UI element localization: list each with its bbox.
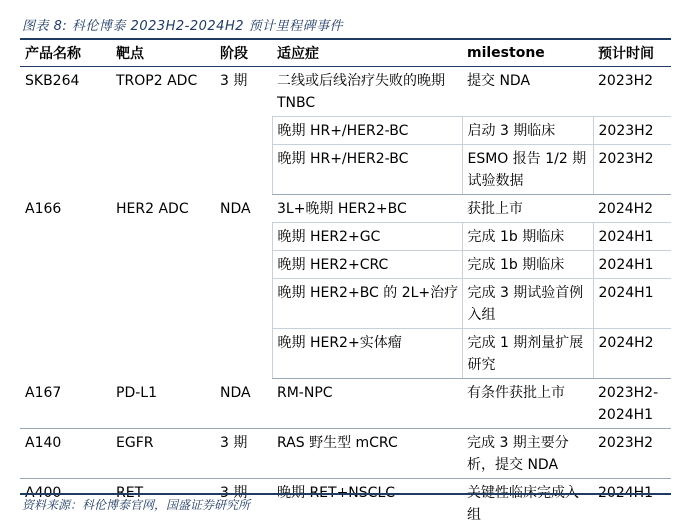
time-cell: 2024H1 <box>593 279 671 329</box>
time-cell: 2023H2 <box>593 429 671 479</box>
product-cell: A400 <box>20 479 111 528</box>
header-product: 产品名称 <box>20 40 111 67</box>
stage-cell: NDA <box>215 195 272 379</box>
stage-cell: 3 期 <box>215 67 272 195</box>
target-cell: TROP2 ADC <box>111 67 215 195</box>
time-cell: 2023H2 <box>593 145 671 195</box>
indication-cell: RAS 野生型 mCRC <box>272 429 462 479</box>
target-cell: RET <box>111 479 215 528</box>
milestone-cell: 关键性临床完成入组 <box>462 479 593 528</box>
figure-caption: 图表 8: 科伦博泰 2023H2-2024H2 预计里程碑事件 <box>22 15 343 34</box>
product-cell: SKB264 <box>20 67 111 195</box>
header-milestone: milestone <box>462 40 593 67</box>
milestone-cell: 完成 3 期主要分析，提交 NDA <box>462 429 593 479</box>
bottom-rule <box>20 493 671 495</box>
header-stage: 阶段 <box>215 40 272 67</box>
milestone-cell: 完成 3 期试验首例入组 <box>462 279 593 329</box>
milestone-table <box>20 40 671 528</box>
header-row <box>20 40 671 67</box>
product-cell: A140 <box>20 429 111 479</box>
milestone-cell: 完成 1 期剂量扩展研究 <box>462 329 593 379</box>
stage-cell: NDA <box>215 379 272 429</box>
time-cell: 2023H2 <box>593 117 671 145</box>
time-cell: 2024H1 <box>593 479 671 528</box>
indication-cell: 晚期 RET+NSCLC <box>272 479 462 528</box>
indication-cell: 二线或后线治疗失败的晚期 TNBC <box>272 67 462 117</box>
source-note: 资料来源：科伦博泰官网，国盛证券研究所 <box>22 496 250 513</box>
indication-cell: 晚期 HR+/HER2-BC <box>272 145 462 195</box>
milestone-cell: 提交 NDA <box>462 67 593 117</box>
stage-cell: 3 期 <box>215 479 272 528</box>
product-cell: A166 <box>20 195 111 379</box>
table-row <box>20 195 671 223</box>
table-row <box>20 429 671 479</box>
time-cell: 2024H1 <box>593 251 671 279</box>
header-target: 靶点 <box>111 40 215 67</box>
indication-cell: 晚期 HER2+BC 的 2L+治疗 <box>272 279 462 329</box>
target-cell: HER2 ADC <box>111 195 215 379</box>
indication-cell: RM-NPC <box>272 379 462 429</box>
time-cell: 2023H2 <box>593 67 671 117</box>
indication-cell: 晚期 HER2+CRC <box>272 251 462 279</box>
time-cell: 2023H2-2024H1 <box>593 379 671 429</box>
header-time: 预计时间 <box>593 40 671 67</box>
milestone-cell: 完成 1b 期临床 <box>462 223 593 251</box>
milestone-cell: 启动 3 期临床 <box>462 117 593 145</box>
indication-cell: 晚期 HER2+GC <box>272 223 462 251</box>
table-row <box>20 379 671 429</box>
table-row <box>20 67 671 117</box>
milestone-cell: 获批上市 <box>462 195 593 223</box>
milestone-cell: 完成 1b 期临床 <box>462 251 593 279</box>
milestone-cell: 有条件获批上市 <box>462 379 593 429</box>
target-cell: PD-L1 <box>111 379 215 429</box>
time-cell: 2024H2 <box>593 329 671 379</box>
time-cell: 2024H1 <box>593 223 671 251</box>
time-cell: 2024H2 <box>593 195 671 223</box>
target-cell: EGFR <box>111 429 215 479</box>
stage-cell: 3 期 <box>215 429 272 479</box>
product-cell: A167 <box>20 379 111 429</box>
indication-cell: 晚期 HR+/HER2-BC <box>272 117 462 145</box>
indication-cell: 晚期 HER2+实体瘤 <box>272 329 462 379</box>
milestone-cell: ESMO 报告 1/2 期试验数据 <box>462 145 593 195</box>
indication-cell: 3L+晚期 HER2+BC <box>272 195 462 223</box>
header-indication: 适应症 <box>272 40 462 67</box>
